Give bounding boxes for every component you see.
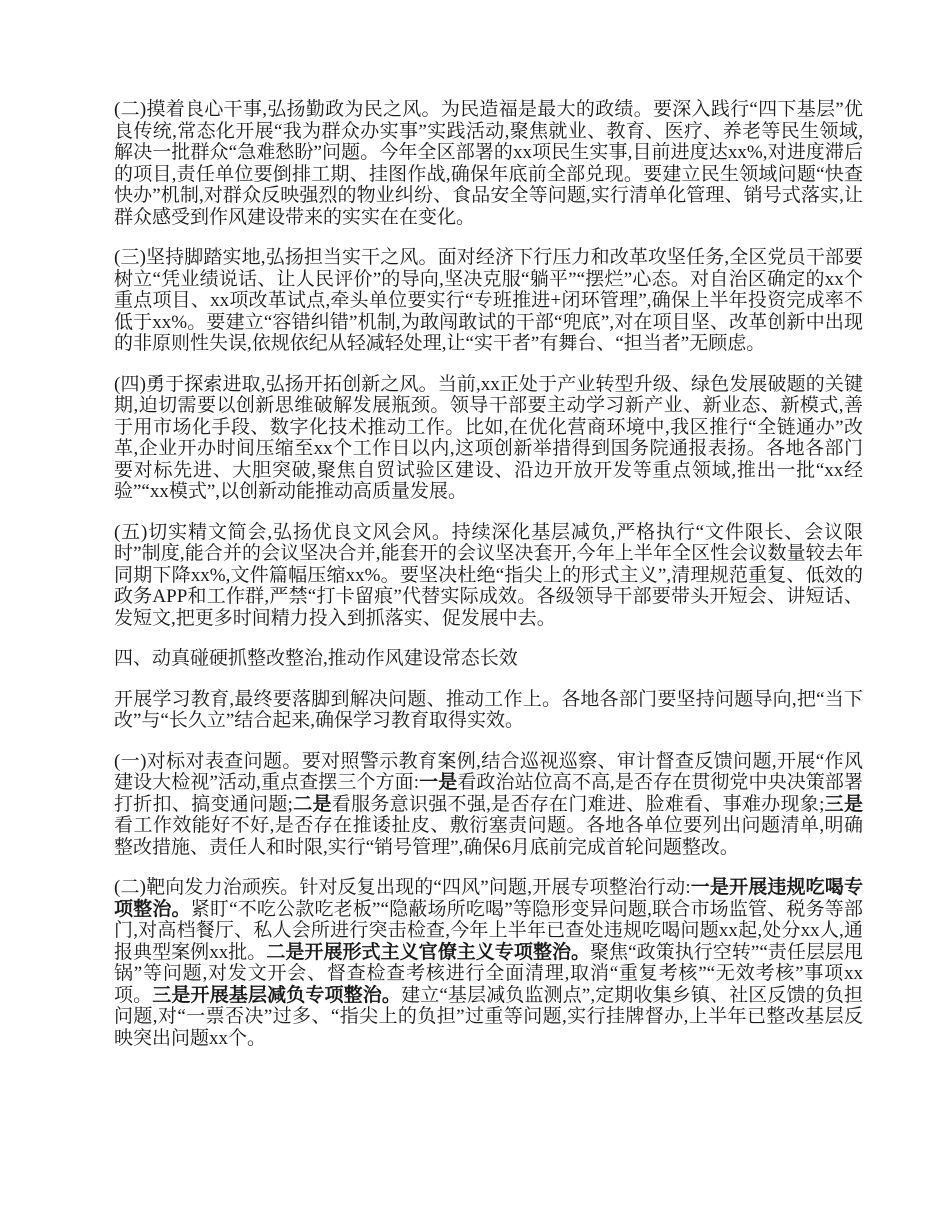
body-text: 紧盯“不吃公款吃老板”“隐蔽场所吃喝”等隐形变异问题,联合市场监管、税务等部门,对高档餐厅、私人会所进行突击检查,今年上半年已查处违规吃喝问题xx起,处分xx人,通报典型案例xx批。 bbox=[114, 898, 863, 963]
body-text: (五)切实精文简会,弘扬优良文风会风。持续深化基层减负,严格执行“文件限长、会议限时”制度,能合并的会议坚决合并,能套开的会议坚决套开,今年上半年全区性会议数量较去年同期下降xx%,文件篇幅压缩xx%。要坚决杜绝“指尖上的形式主义”,清理规范重复、低效的政务APP和工作群,严禁“打卡留痕”代替实际成效。各级领导干部要带头开短会、讲短话、发短文,把更多时间精力投入到抓落实、促发展中去。 bbox=[114, 521, 863, 629]
emphasis-text: 三是开展基层减负专项整治。 bbox=[152, 984, 402, 1006]
paragraph bbox=[114, 751, 863, 859]
paragraph bbox=[114, 689, 863, 732]
body-text: 看工作效能好不好,是否存在推诿扯皮、敷衍塞责问题。各地各单位要列出问题清单,明确整改措施、责任人和时限,实行“销号管理”,确保6月底前完成首轮问题整改。 bbox=[114, 815, 863, 858]
emphasis-text: 二是 bbox=[292, 793, 332, 815]
body-text: 建立“基层减负监测点”,定期收集乡镇、社区反馈的负担问题,对“一票否决”过多、“指尖上的负担”过重等问题,实行挂牌督办,上半年已整改基层反映突出问题xx个。 bbox=[114, 984, 863, 1049]
emphasis-text: 三是 bbox=[824, 793, 863, 815]
paragraph bbox=[114, 877, 863, 1049]
body-text: (四)勇于探索进取,弘扬开拓创新之风。当前,xx正处于产业转型升级、绿色发展破题的关键期,迫切需要以创新思维破解发展瓶颈。领导干部要主动学习新产业、新业态、新模式,善于用市场化手段、数字化技术推动工作。比如,在优化营商环境中,我区推行“全链通办”改革,企业开办时间压缩至xx个工作日以内,这项创新举措得到国务院通报表扬。各地各部门要对标先进、大胆突破,聚焦自贸试验区建设、沿边开放开发等重点领域,推出一批“xx经验”“xx模式”,以创新动能推动高质量发展。 bbox=[114, 373, 863, 502]
body-text: 看服务意识强不强,是否存在门难进、脸难看、事难办现象; bbox=[331, 793, 825, 815]
emphasis-text: 一是开展违规吃喝专项整治。 bbox=[114, 877, 863, 920]
body-text: (一)对标对表查问题。要对照警示教育案例,结合巡视巡察、审计督查反馈问题,开展“作风建设大检视”活动,重点查摆三个方面: bbox=[114, 750, 863, 793]
emphasis-text: 二是开展形式主义官僚主义专项整治。 bbox=[266, 941, 591, 963]
emphasis-text: 一是 bbox=[419, 772, 458, 793]
body-text: 开展学习教育,最终要落脚到解决问题、推动工作上。各地各部门要坚持问题导向,把“当下改”与“长久立”结合起来,确保学习教育取得实效。 bbox=[114, 688, 863, 731]
paragraph bbox=[114, 522, 863, 630]
paragraph bbox=[114, 374, 863, 503]
section-heading bbox=[114, 648, 863, 670]
body-text: (二)摸着良心干事,弘扬勤政为民之风。为民造福是最大的政绩。要深入践行“四下基层”优良传统,常态化开展“我为群众办实事”实践活动,聚焦就业、教育、医疗、养老等民生领域,解决一批群众“急难愁盼”问题。今年全区部署的xx项民生实事,目前进度达xx%,对进度滞后的项目,责任单位要倒排工期、挂图作战,确保年底前全部兑现。要建立民生领域问题“快查快办”机制,对群众反映强烈的物业纠纷、食品安全等问题,实行清单化管理、销号式落实,让群众感受到作风建设带来的实实在在变化。 bbox=[114, 99, 863, 228]
paragraph bbox=[114, 99, 863, 228]
document-body bbox=[114, 99, 863, 1049]
body-text: 四、动真碰硬抓整改整治,推动作风建设常态长效 bbox=[114, 648, 518, 669]
body-text: 看政治站位高不高,是否存在贯彻党中央决策部署打折扣、搞变通问题; bbox=[114, 772, 863, 815]
body-text: 聚焦“政策执行空转”“责任层层甩锅”等问题,对发文开会、督查检查考核进行全面清理,取消“重复考核”“无效考核”事项xx项。 bbox=[114, 941, 863, 1006]
body-text: (二)靶向发力治顽疾。针对反复出现的“四风”问题,开展专项整治行动: bbox=[114, 877, 691, 898]
body-text: (三)坚持脚踏实地,弘扬担当实干之风。面对经济下行压力和改革攻坚任务,全区党员干部要树立“凭业绩说话、让人民评价”的导向,坚决克服“躺平”“摆烂”心态。对自治区确定的xx个重点项目、xx项改革试点,牵头单位要实行“专班推进+闭环管理”,确保上半年投资完成率不低于xx%。要建立“容错纠错”机制,为敢闯敢试的干部“兜底”,对在项目坚、改革创新中出现的非原则性失误,依规依纪从轻减轻处理,让“实干者”有舞台、“担当者”无顾虑。 bbox=[114, 247, 863, 354]
paragraph bbox=[114, 247, 863, 355]
